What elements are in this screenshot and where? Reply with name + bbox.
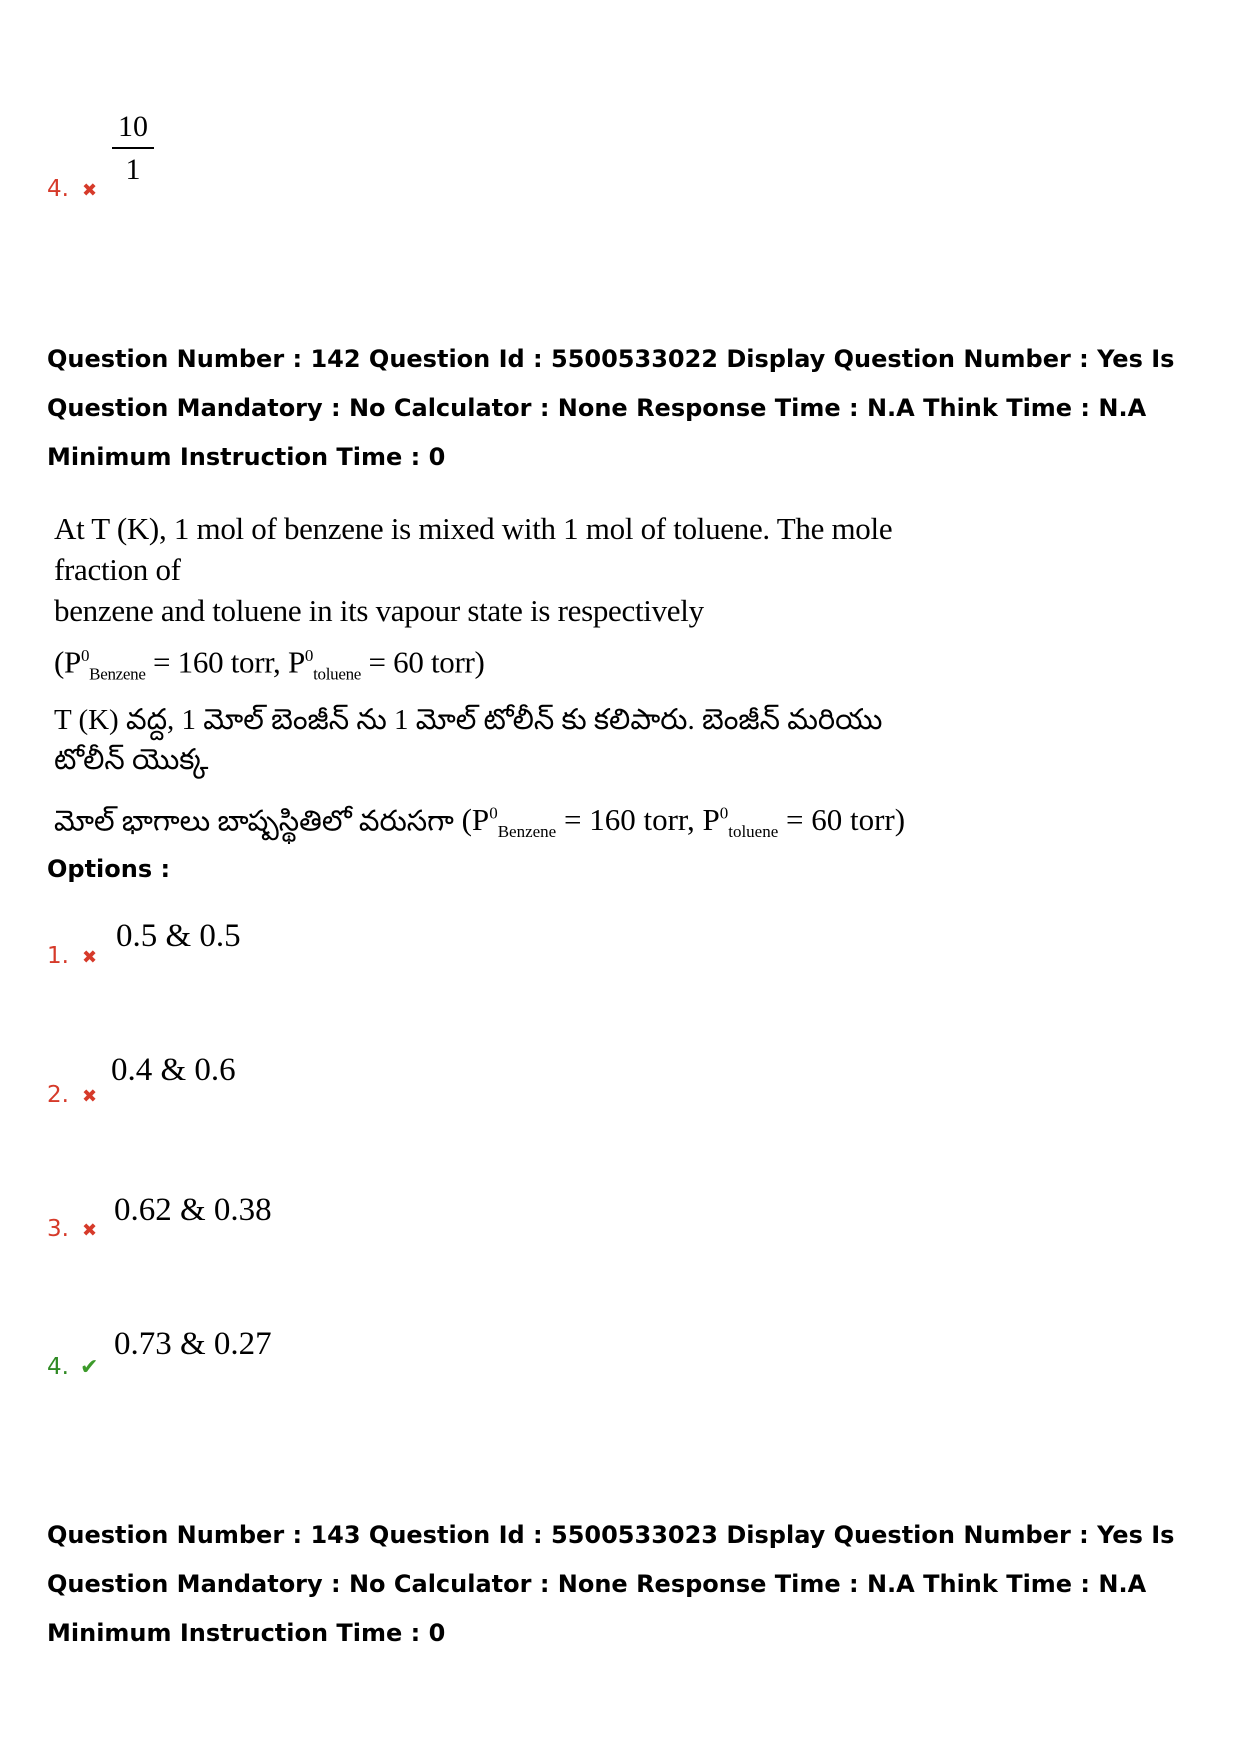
option-4-marker xyxy=(47,1354,98,1380)
option-number: 4. xyxy=(47,1354,69,1380)
option-1-text: 0.5 & 0.5 xyxy=(116,918,241,954)
option-1-marker xyxy=(47,943,97,969)
cross-icon: ✖ xyxy=(82,180,98,201)
cross-icon: ✖ xyxy=(82,1220,98,1241)
question-text-en-line2: benzene and toluene in its vapour state is respectively xyxy=(54,593,704,628)
question-text-te-line2: మోల్ భాగాలు బాష్పస్థితిలో వరుసగా ($P^0_{Benzene} = 160$ torr, $P^0_{toluene} = 60$ torr) xyxy=(54,802,906,842)
question-text-te-line1: T (K) వద్ద, 1 మోల్ బెంజీన్ ను 1 మోల్ టోలీన్ కు కలిపారు. బెంజీన్ మరియు టోలీన్ యొక్క xyxy=(54,704,883,776)
option-3-text: 0.62 & 0.38 xyxy=(114,1192,272,1228)
option-2-marker xyxy=(47,1082,97,1108)
cross-icon: ✖ xyxy=(82,947,98,968)
pressure-formula-en: ($P^0_{Benzene} = 160$ torr, $P^0_{toluene} = 60$ torr) xyxy=(54,644,485,684)
fraction-denominator: 1 xyxy=(125,152,141,186)
fraction-numerator: 10 xyxy=(118,110,148,143)
question-text-en xyxy=(54,508,954,695)
fraction xyxy=(112,112,154,185)
options-label: Options : xyxy=(47,855,171,883)
option-number: 4. xyxy=(47,176,69,202)
question-143-meta: Question Number : 143 Question Id : 5500533023 Display Question Number : Yes Is Question Mandatory : No Calculator : None Response Time : N.A Think Time : N.A Minimum Instruction Time : 0 xyxy=(47,1521,1175,1647)
prev-option-4 xyxy=(47,176,97,202)
option-3-marker xyxy=(47,1216,97,1242)
option-number: 3. xyxy=(47,1216,69,1242)
question-text-te xyxy=(54,700,954,853)
option-4-text: 0.73 & 0.27 xyxy=(114,1326,272,1362)
option-number: 2. xyxy=(47,1082,69,1108)
check-icon: ✔ xyxy=(80,1355,99,1380)
option-2-text: 0.4 & 0.6 xyxy=(111,1052,236,1088)
question-142-meta: Question Number : 142 Question Id : 5500533022 Display Question Number : Yes Is Question Mandatory : No Calculator : None Response Time : N.A Think Time : N.A Minimum Instruction Time : 0 xyxy=(47,345,1175,471)
question-text-en-line1: At T (K), 1 mol of benzene is mixed with 1 mol of toluene. The mole fraction of xyxy=(54,511,893,587)
fraction-bar xyxy=(112,147,154,149)
cross-icon: ✖ xyxy=(82,1086,98,1107)
option-number: 1. xyxy=(47,943,69,969)
